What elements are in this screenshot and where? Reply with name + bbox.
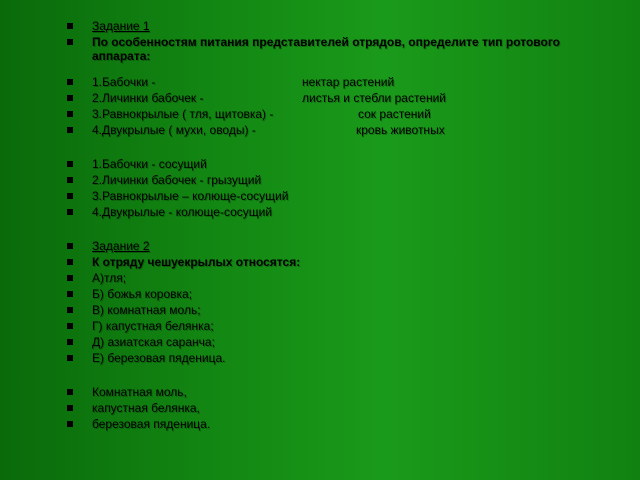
task2-answer-2: капустная белянка, xyxy=(92,401,200,415)
task2-option-d: Г) капустная белянка; xyxy=(92,319,214,333)
task2-heading: Задание 2 xyxy=(92,239,150,253)
task1-answer-1: 1.Бабочки - сосущий xyxy=(92,157,207,171)
task2-option-a: А)тля; xyxy=(92,271,127,285)
pair-left: 3.Равнокрылые ( тля, щитовка) - xyxy=(92,107,274,121)
task1-pair-2 xyxy=(92,91,447,105)
task1-question: По особенностям питания представителей отрядов, определите тип ротового аппарата: xyxy=(92,35,612,63)
pair-right: нектар растений xyxy=(302,75,395,89)
task1-pair-3 xyxy=(92,107,431,121)
task1-answer-4: 4.Двукрылые - колюще-сосущий xyxy=(92,205,273,219)
task2-option-b: Б) божья коровка; xyxy=(92,287,193,301)
pair-right: сок растений xyxy=(358,107,431,121)
task2-option-e: Д) азиатская саранча; xyxy=(92,335,215,349)
pair-left: 2.Личинки бабочек - xyxy=(92,91,204,105)
pair-right: листья и стебли растений xyxy=(302,91,447,105)
task2-question: К отряду чешуекрылых относятся: xyxy=(92,255,301,269)
task1-pair-1 xyxy=(92,75,395,89)
task1-heading: Задание 1 xyxy=(92,19,150,33)
task2-option-c: В) комнатная моль; xyxy=(92,303,201,317)
pair-left: 1.Бабочки - xyxy=(92,75,156,89)
task2-answer-3: березовая пяденица. xyxy=(92,417,211,431)
task2-answer-1: Комнатная моль, xyxy=(92,385,187,399)
task1-pair-4 xyxy=(92,123,445,137)
task2-option-f: Е) березовая пяденица. xyxy=(92,351,226,365)
task1-answer-2: 2.Личинки бабочек - грызущий xyxy=(92,173,262,187)
pair-right: кровь животных xyxy=(356,123,445,137)
task1-answer-3: 3.Равнокрылые – колюще-сосущий xyxy=(92,189,289,203)
pair-left: 4.Двукрылые ( мухи, оводы) - xyxy=(92,123,256,137)
